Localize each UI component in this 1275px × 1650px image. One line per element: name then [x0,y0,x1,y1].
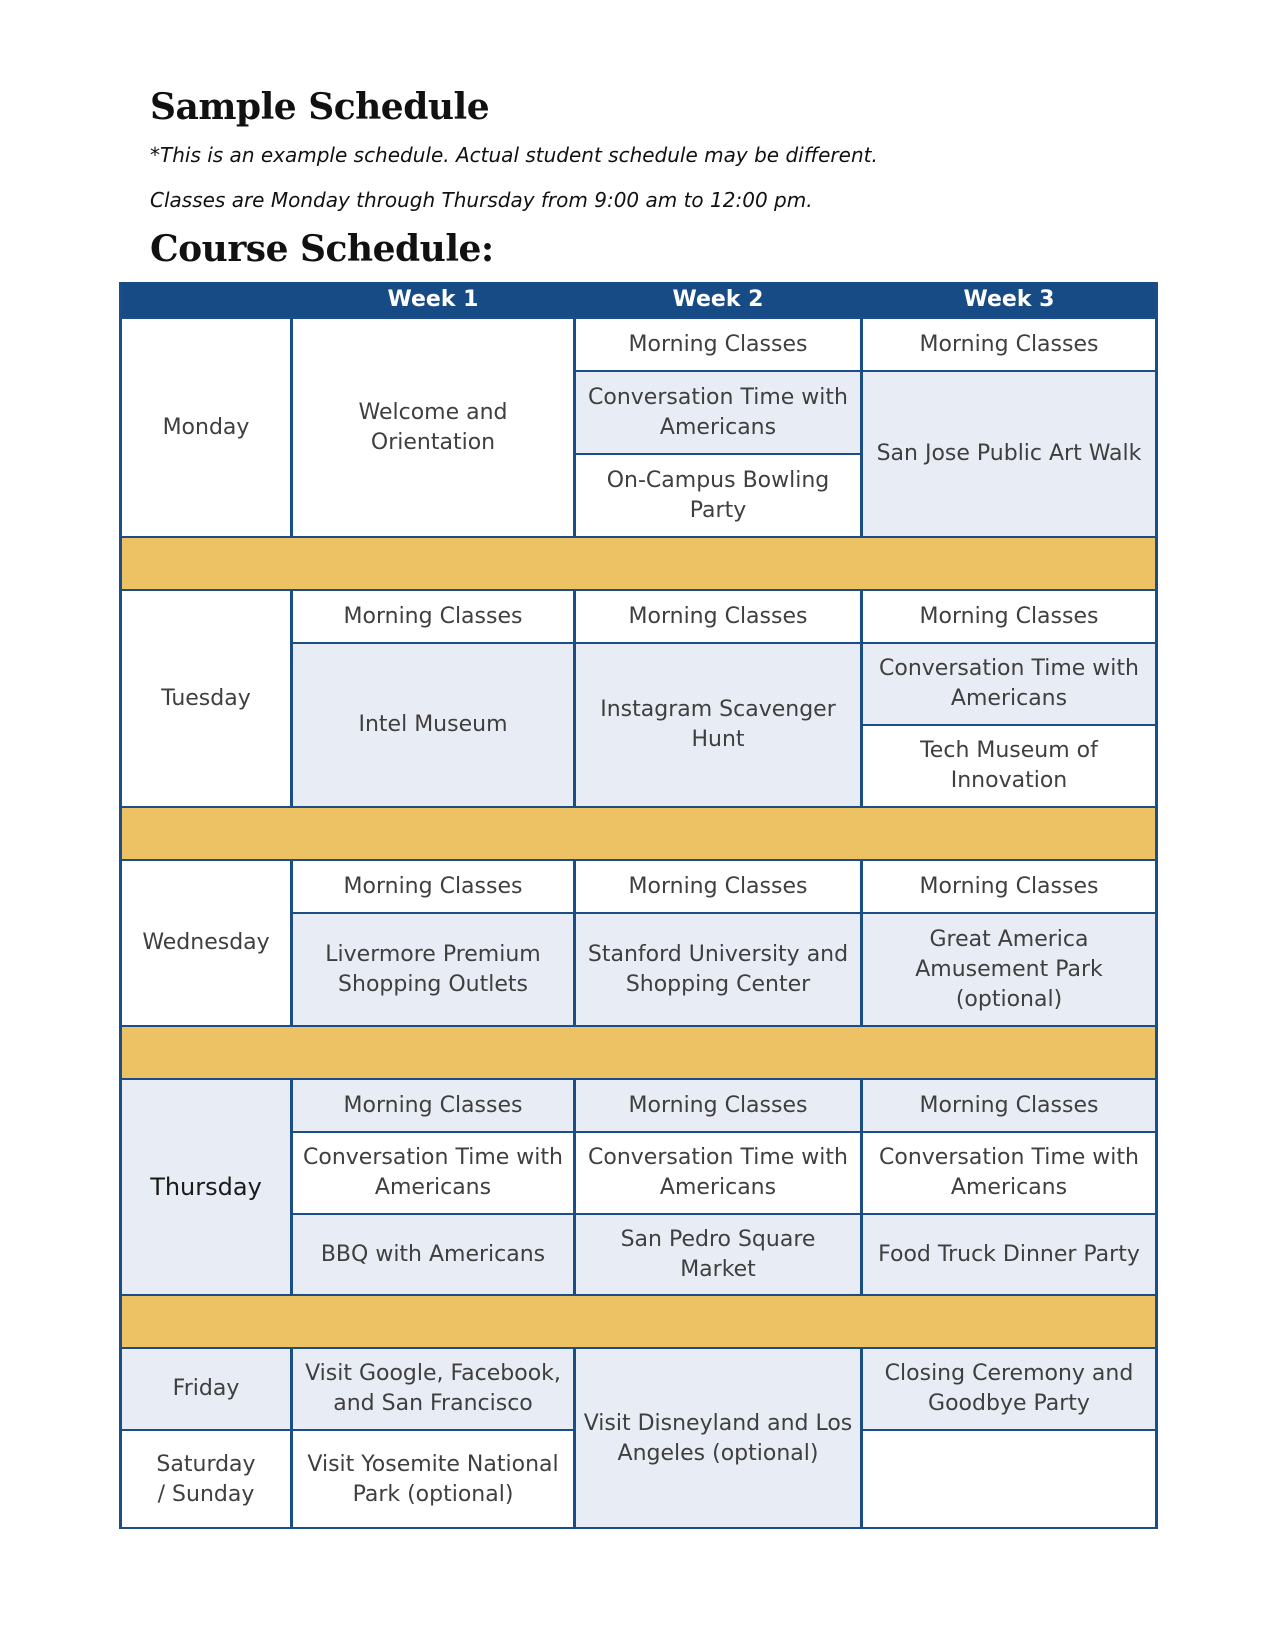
grid-line [121,1429,575,1431]
thursday-week3-food-truck: Food Truck Dinner Party [861,1214,1157,1295]
wednesday-week2-morning: Morning Classes [575,860,861,913]
day-label-monday: Monday [121,318,291,537]
grid-line [290,590,293,807]
day-label-friday: Friday [121,1348,291,1430]
grid-line [121,589,1157,591]
day-separator [121,807,1157,860]
tuesday-week1-intel: Intel Museum [291,643,575,807]
grid-line [290,318,293,537]
thursday-week1-conversation: Conversation Time with Americans [291,1132,575,1214]
header-week-1: Week 1 [291,282,575,318]
thursday-week2-morning: Morning Classes [575,1079,861,1132]
thursday-week2-conversation: Conversation Time with Americans [575,1132,861,1214]
monday-week1-welcome: Welcome and Orientation [291,318,575,537]
header-week-3: Week 3 [861,282,1157,318]
grid-line [121,859,1157,861]
grid-line [575,370,1157,372]
day-label-tuesday: Tuesday [121,590,291,807]
grid-line [121,1294,1157,1296]
grid-line [291,912,1157,914]
wednesday-week3-great-america: Great America Amusement Park (optional) [861,913,1157,1026]
weekend-week1-yosemite: Visit Yosemite National Park (optional) [291,1430,575,1529]
grid-line [121,317,1157,319]
grid-line [861,1429,1157,1431]
thursday-week1-bbq: BBQ with Americans [291,1214,575,1295]
day-label-weekend: Saturday / Sunday [121,1430,291,1529]
grid-line [573,590,576,807]
grid-line [860,1079,863,1295]
tuesday-week2-scavenger: Instagram Scavenger Hunt [575,643,861,807]
grid-line [290,1079,293,1295]
thursday-week3-conversation: Conversation Time with Americans [861,1132,1157,1214]
grid-line [290,1348,293,1529]
day-label-wednesday: Wednesday [121,860,291,1026]
wednesday-week3-morning: Morning Classes [861,860,1157,913]
grid-line [291,1131,1157,1133]
grid-line [121,1025,1157,1027]
grid-line [121,1078,1157,1080]
grid-line [573,1348,576,1529]
monday-week3-art-walk: San Jose Public Art Walk [861,371,1157,537]
section-title: Course Schedule: [150,228,494,270]
grid-line [290,860,293,1026]
weekend-week3-empty [861,1430,1157,1529]
grid-line [573,318,576,537]
grid-line [121,1527,1157,1529]
header-corner [121,282,291,318]
day-separator [121,1295,1157,1348]
monday-week2-bowling: On-Campus Bowling Party [575,454,861,537]
grid-line [860,1348,863,1529]
tuesday-week3-conversation: Conversation Time with Americans [861,643,1157,725]
grid-line [573,860,576,1026]
wednesday-week1-morning: Morning Classes [291,860,575,913]
grid-line [121,806,1157,808]
friday-weekend-week2-disneyland: Visit Disneyland and Los Angeles (optional) [575,1348,861,1529]
grid-line [119,282,122,1529]
class-times-note: Classes are Monday through Thursday from 9:00 am to 12:00 pm. [150,188,813,212]
tuesday-week3-tech-museum: Tech Museum of Innovation [861,725,1157,807]
day-separator [121,537,1157,590]
grid-line [121,536,1157,538]
grid-line [860,590,863,807]
thursday-week3-morning: Morning Classes [861,1079,1157,1132]
header-week-2: Week 2 [575,282,861,318]
course-schedule-table [121,282,1157,1529]
grid-line [575,453,861,455]
disclaimer-note: *This is an example schedule. Actual student schedule may be different. [150,143,878,167]
monday-week3-morning: Morning Classes [861,318,1157,371]
thursday-week2-san-pedro: San Pedro Square Market [575,1214,861,1295]
grid-line [861,724,1157,726]
thursday-week1-morning: Morning Classes [291,1079,575,1132]
day-separator [121,1026,1157,1079]
tuesday-week2-morning: Morning Classes [575,590,861,643]
tuesday-week1-morning: Morning Classes [291,590,575,643]
grid-line [1155,282,1158,1529]
wednesday-week2-stanford: Stanford University and Shopping Center [575,913,861,1026]
wednesday-week1-livermore: Livermore Premium Shopping Outlets [291,913,575,1026]
grid-line [860,318,863,537]
grid-line [121,1347,1157,1349]
page-title: Sample Schedule [150,86,490,128]
tuesday-week3-morning: Morning Classes [861,590,1157,643]
friday-week1-google: Visit Google, Facebook, and San Francisco [291,1348,575,1430]
grid-line [291,642,1157,644]
grid-line [291,1213,1157,1215]
friday-week3-closing: Closing Ceremony and Goodbye Party [861,1348,1157,1430]
monday-week2-conversation: Conversation Time with Americans [575,371,861,454]
grid-line [573,1079,576,1295]
grid-line [860,860,863,1026]
day-label-thursday: Thursday [121,1079,291,1295]
monday-week2-morning: Morning Classes [575,318,861,371]
